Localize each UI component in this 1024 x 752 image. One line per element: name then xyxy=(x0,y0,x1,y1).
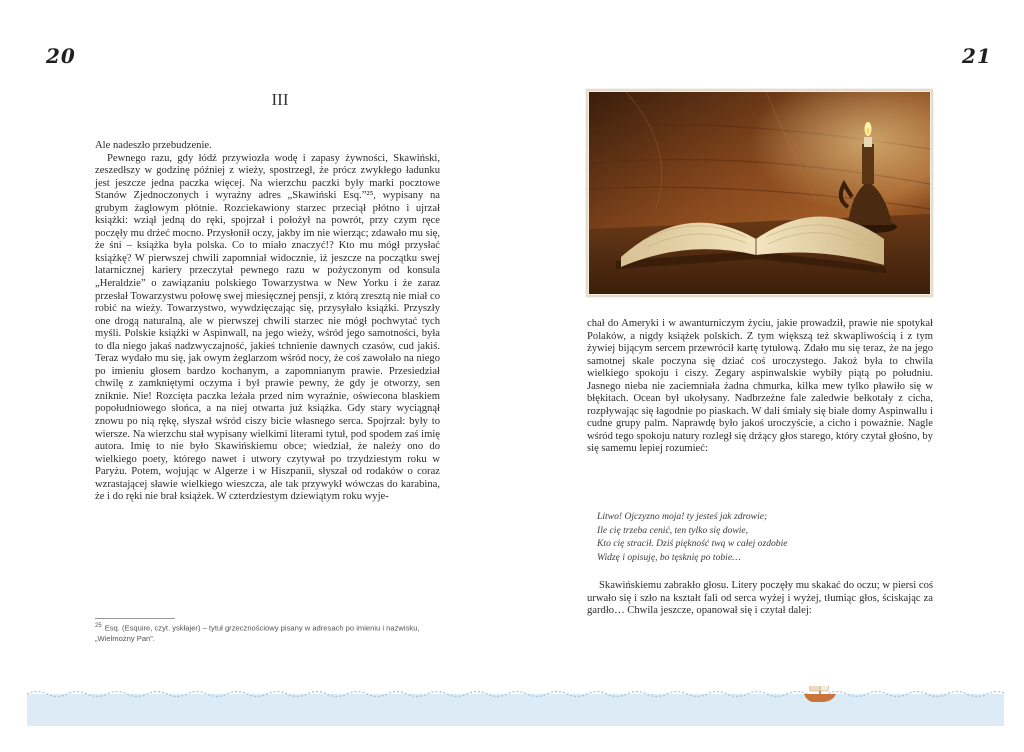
left-body-text xyxy=(95,140,440,605)
paragraph: Pewnego razu, gdy łódź przywiozła wodę i zapasy żywności, Skawiński, zeszedłszy w godzinę później z wieży, spostrzegł, że prócz zwykłego ładunku jest jeszcze jedna paczka więcej. Na wierzchu paczki były marki pocztowe Stanów Zjednoczonych i wyraźny adres „Skawiński Esq.”²⁵, wypisany na grubym żaglowym płótnie. Rozciekawiony starzec przeciął płótno i ujrzał książki: wziął jedną do ręki, spojrzał i położył na powrót, przy czym ręce poczęły mu drżeć mocno. Przysłonił oczy, jakby im nie wierząc; zdawało mu się, że śni – książka była polska. Co to miało znaczyć!? Kto mu mógł przysłać książkę? W pierwszej chwili zapomniał widocznie, iż jeszcze na początku swej latarnicznej kariery przeczytał pewnego razu w pożyczonym od konsula „Heraldzie” o zawiązaniu polskiego Towarzystwa w New Yorku i że zaraz przesłał Towarzystwu połowę swej miesięcznej pensji, z którą zresztą nie miał co robić na wieży. Towarzystwo, wywdzięczając się, przysyłało książki. Przyszły one drogą naturalną, ale w pierwszej chwili starzec nie mógł pochwytać tych myśli. Polskie książki w Aspinwall, na jego wieży, wśród jego samotności, była to dla niego jakaś nadzwyczajność, jakieś tchnienie dawnych czasów, cud jakiś. Teraz wydało mu się, jak owym żeglarzom wśród nocy, że coś zawołało na niego po imieniu głosem bardzo kochanym, a zapomnianym prawie. Przesiedział chwilę z zamkniętymi oczyma i był prawie pewny, że gdy je otworzy, sen zniknie. Nie! Rozcięta paczka leżała przed nim wyraźnie, oświecona blaskiem popołudniowego słońca, a na niej otwarta już książka. Gdy stary wyciągnął znowu po nią rękę, słyszał wśród ciszy bicie własnego serca. Spojrzał: były to wiersze. Na wierzchu stał wypisany wielkimi literami tytuł, pod spodem zaś imię autora. Imię to nie było Skawińskiemu obce; wiedział, że należy ono do wielkiego poety, którego nawet i utwory czytywał po trzydziestym roku w Paryżu. Potem, wojując w Algerze i w Hiszpanii, słyszał od rodaków o coraz wzrastającej sławie wielkiego wieszcza, ale tak przywykł wówczas do karabina, że i do ręki nie brał książek. W czterdziestym dziewiątym roku wyje- xyxy=(95,152,440,503)
poem-line: Ile cię trzeba cenić, ten tylko się dowie, xyxy=(597,524,749,536)
chapter-heading: III xyxy=(271,90,289,109)
footnote-divider xyxy=(95,618,175,619)
right-body-text-top xyxy=(587,318,933,456)
right-body-text-bottom xyxy=(587,580,933,618)
footnote xyxy=(95,621,440,644)
photo-illustration xyxy=(586,89,933,297)
poem-line: Widzę i opisuję, bo tęsknię po tobie… xyxy=(597,551,741,563)
sea-band xyxy=(27,694,1004,726)
open-book-candle-photo xyxy=(586,89,933,297)
paragraph: Ale nadeszło przebudzenie. xyxy=(95,140,212,151)
poem-quote xyxy=(597,510,897,564)
paragraph: Skawińskiemu zabrakło głosu. Litery poczęły mu skakać do oczu; w piersi coś urwało się i szło na kształt fali od serca wyżej i wyżej, tłumiąc głos, ściskając za gardło… Chwila jeszcze, opanował się i czytał dalej: xyxy=(587,580,933,617)
right-page-number: 21 xyxy=(962,44,992,68)
poem-line: Kto cię stracił. Dziś piękność twą w całej ozdobie xyxy=(597,538,788,550)
paragraph: chał do Ameryki i w awanturniczym życiu, jakie prowadził, prawie nie spotykał Polaków, a nigdy książek polskich. Z tym większą też skwapliwością i z tym żywiej bijącym sercem przewrócił kartę tytułową. Zdało mu się teraz, że na jego samotnej skale poczyna się dziać coś uroczystego. Jakoż była to chwila wielkiego spokoju i ciszy. Zegary aspinwalskie wybiły piątą po południu. Jasnego nieba nie zaciemniała żadna chmurka, kilka mew tylko pławiło się w błękitach. Ocean był ukołysany. Nadbrzeżne fale zaledwie bełkotały z cicha, rozpływając się łagodnie po piaskach. W dali śmiały się białe domy Aspinwallu i cudne grupy palm. Naprawdę było jakoś uroczyście, a cicho i poważnie. Nagle wśród tego spokoju natury rozległ się drżący głos starego, który czytał głośno, by się samemu lepiej rozumieć: xyxy=(587,318,933,455)
footnote-mark: 25 xyxy=(95,623,102,629)
left-page-number: 20 xyxy=(46,44,76,68)
poem-line: Litwo! Ojczyzno moja! ty jesteś jak zdrowie; xyxy=(597,511,768,522)
footnote-text: Esq. (Esquire, czyt. yskłajer) – tytuł grzecznościowy pisany w adresach po imieniu i nazwisku, „Wielmożny Pan”. xyxy=(95,623,420,643)
sea-wave-band xyxy=(27,686,1004,726)
